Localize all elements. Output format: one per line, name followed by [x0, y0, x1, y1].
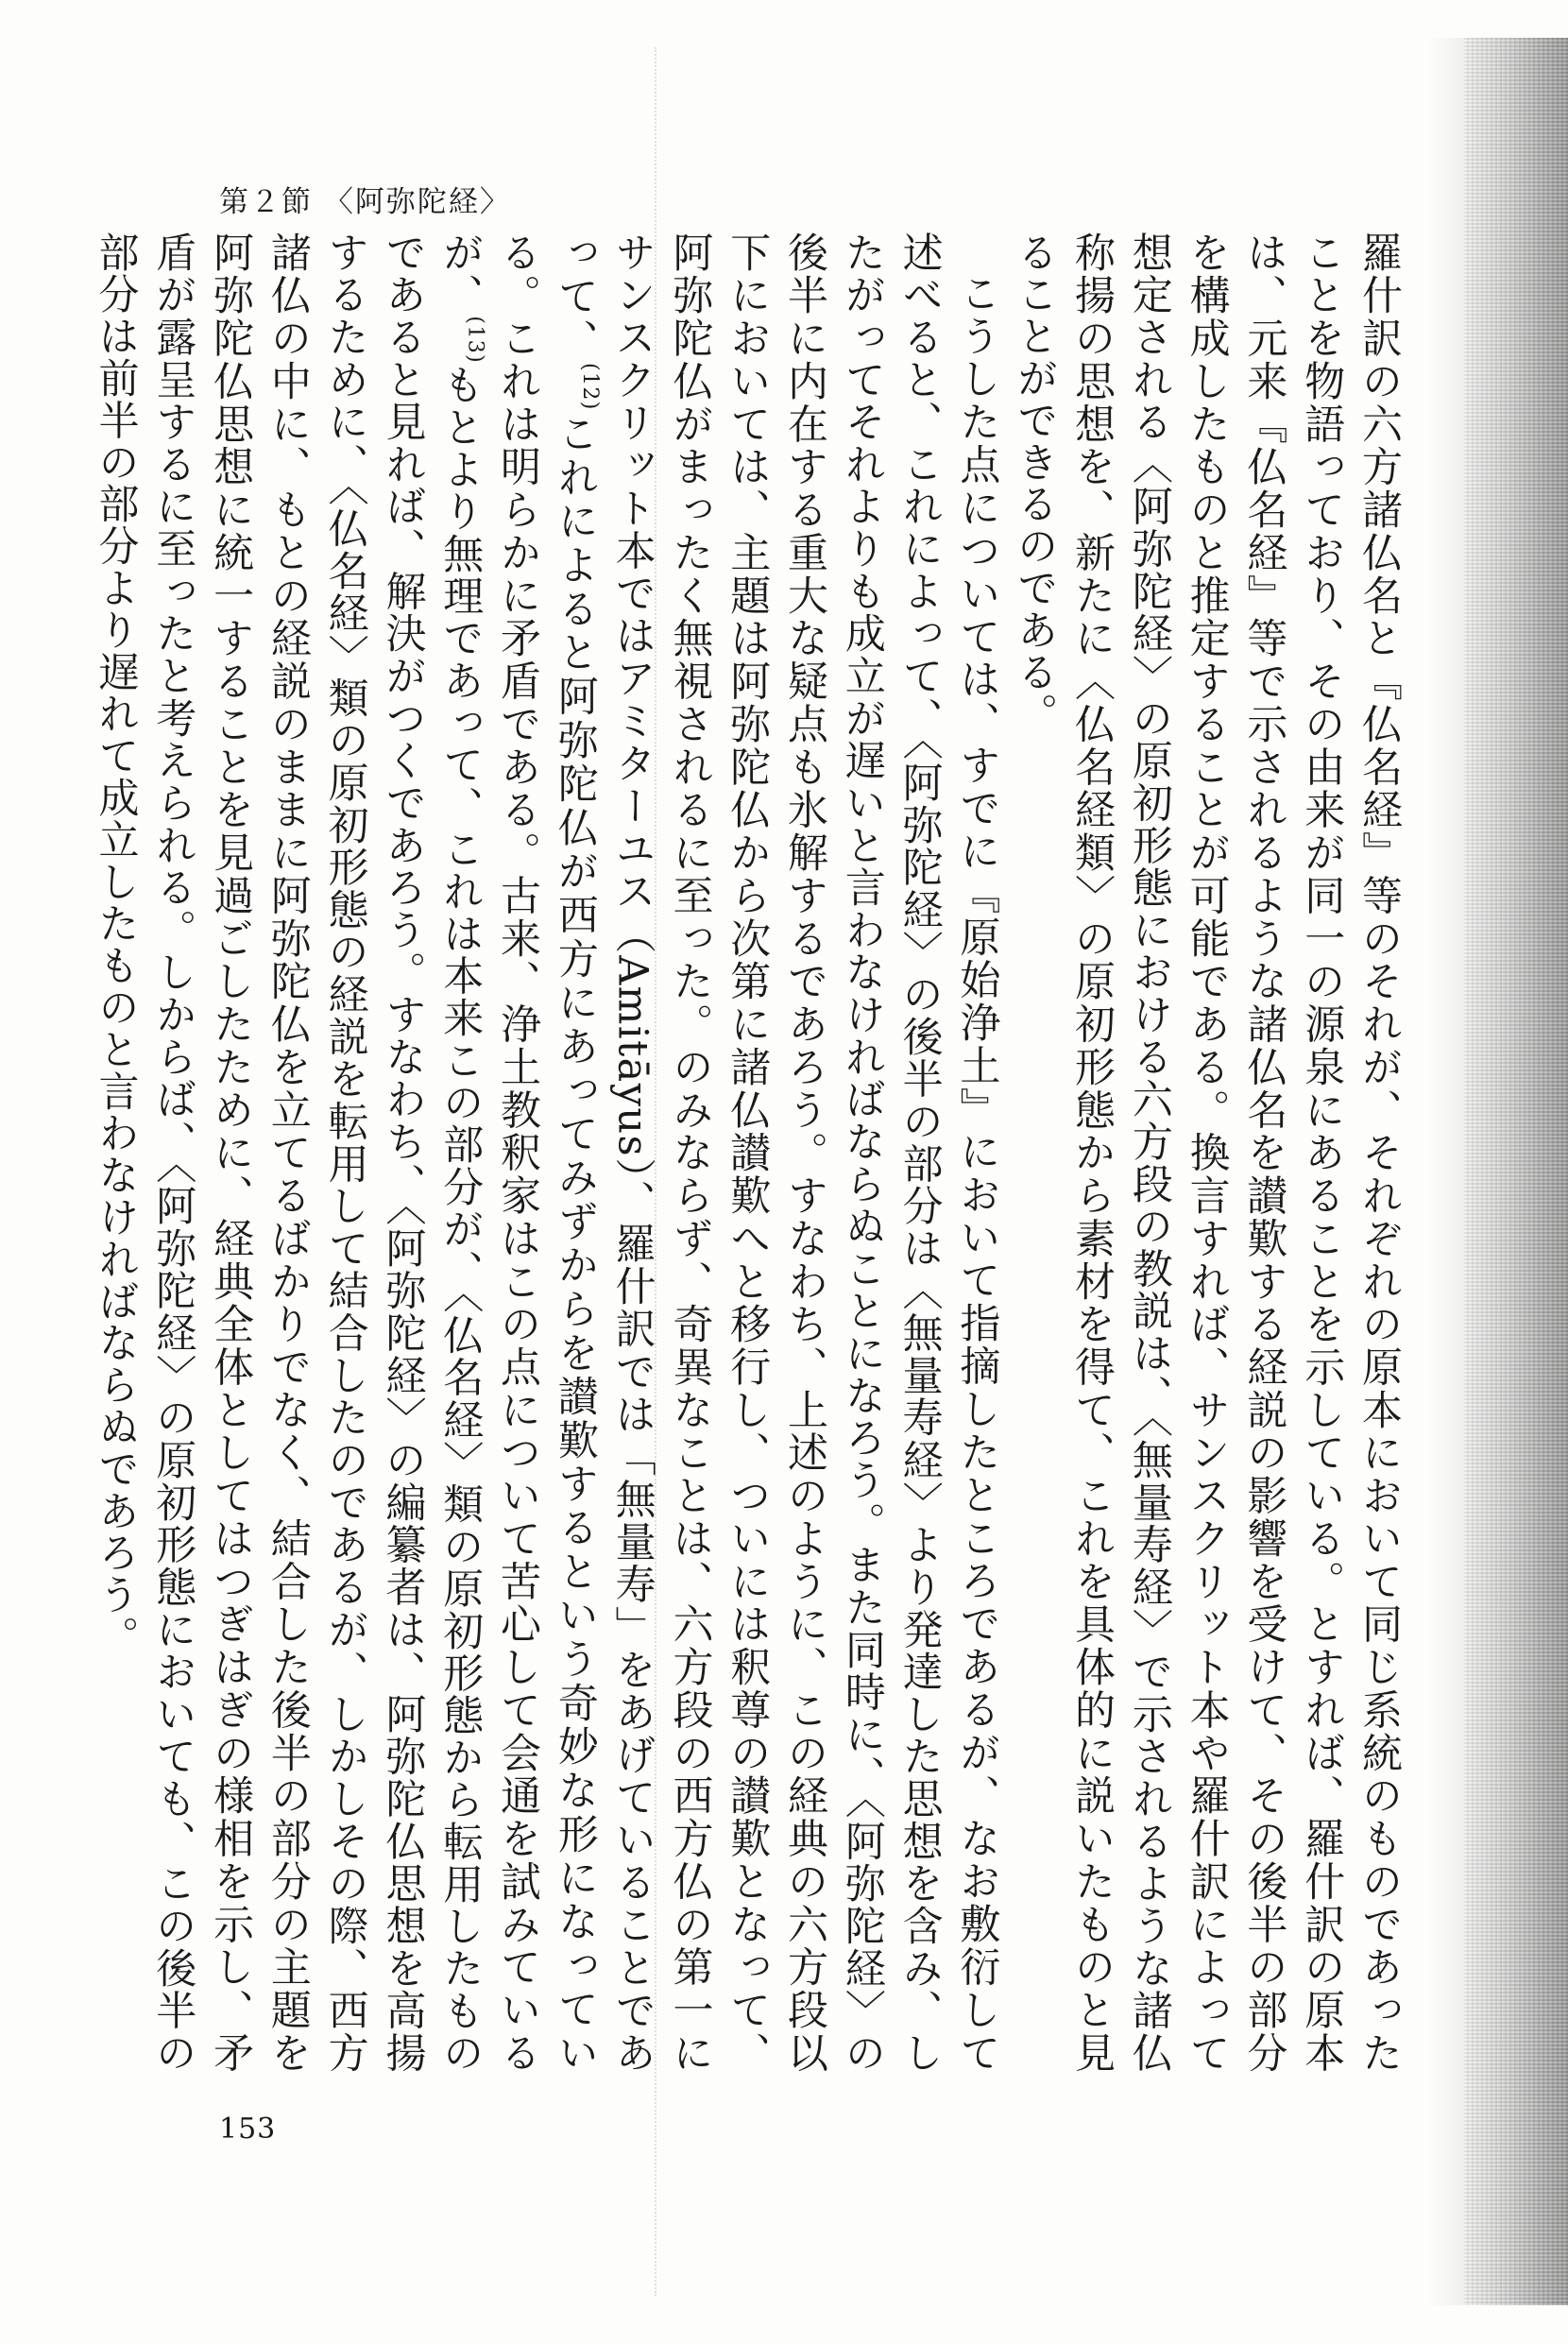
note-ref-12[interactable]: (12)	[578, 362, 603, 411]
body-text	[92, 231, 1407, 2074]
scan-gutter-noise	[1464, 38, 1568, 2305]
paragraph-2	[87, 231, 1006, 2074]
paragraph-1: 羅什訳の六方諸仏名と『仏名経』等のそれが、それぞれの原本において同じ系統のものであったことを物語っており、その由来が同一の源泉にあることを示している。とすれば、羅什訳の原本は、元来『仏名経』等で示されるような諸仏名を讃歎する経説の影響を受けて、その後半の部分を構成したものと推定することが可能である。換言すれば、サンスクリット本や羅什訳によって想定される〈阿弥陀経〉の原初形態における六方段の教説は、〈無量寿経〉で示されるような諸仏称揚の思想を、新たに〈仏名経類〉の原初形態から素材を得て、これを具体的に説いたものと見ることができるのである。	[1011, 231, 1403, 2074]
page-number: 153	[219, 2113, 277, 2146]
paragraph-2-part-2: これによると阿弥陀仏が西方にあってみずからを讃歎するという奇妙な形になっている。これは明らかに矛盾である。古来、浄土教釈家はこの点について苦心して会通を試みているが、	[436, 231, 599, 2074]
running-head: 第２節 〈阿弥陀経〉	[219, 185, 511, 219]
paragraph-2-part-1: こうした点については、すでに『原始浄土』において指摘したところであるが、なお敷衍して述べると、これによって、〈阿弥陀経〉の後半の部分は〈無量寿経〉より発達した思想を含み、したがってそれよりも成立が遅いと言わなければならぬことになろう。また同時に、〈阿弥陀経〉の後半に内在する重大な疑点も氷解するであろう。すなわち、上述のように、この経典の六方段以下においては、主題は阿弥陀仏から次第に諸仏讃歎へと移行し、ついには釈尊の讃歎となって、阿弥陀仏がまったく無視されるに至った。のみならず、奇異なことは、六方段の西方仏の第一にサンスクリット本ではアミターユス（Amitāyus）、羅什訳では「無量寿」をあげていることであって、	[551, 231, 1001, 2074]
note-ref-13[interactable]: (13)	[463, 316, 487, 365]
paragraph-2-part-3: もとより無理であって、これは本来この部分が、〈仏名経〉類の原初形態から転用したものであると見れば、解決がつくであろう。すなわち、〈阿弥陀経〉の編纂者は、阿弥陀仏思想を高揚するために、〈仏名経〉類の原初形態の経説を転用して結合したのであるが、しかしその際、西方諸仏の中に、もとの経説のままに阿弥陀仏を立てるばかりでなく、結合した後半の部分の主題を阿弥陀仏思想に統一することを見過ごしたために、経典全体としてはつぎはぎの様相を示し、矛盾が露呈するに至ったと考えられる。しからば、〈阿弥陀経〉の原初形態においても、この後半の部分は前半の部分より遅れて成立したものと言わなければならぬであろう。	[92, 231, 485, 2074]
